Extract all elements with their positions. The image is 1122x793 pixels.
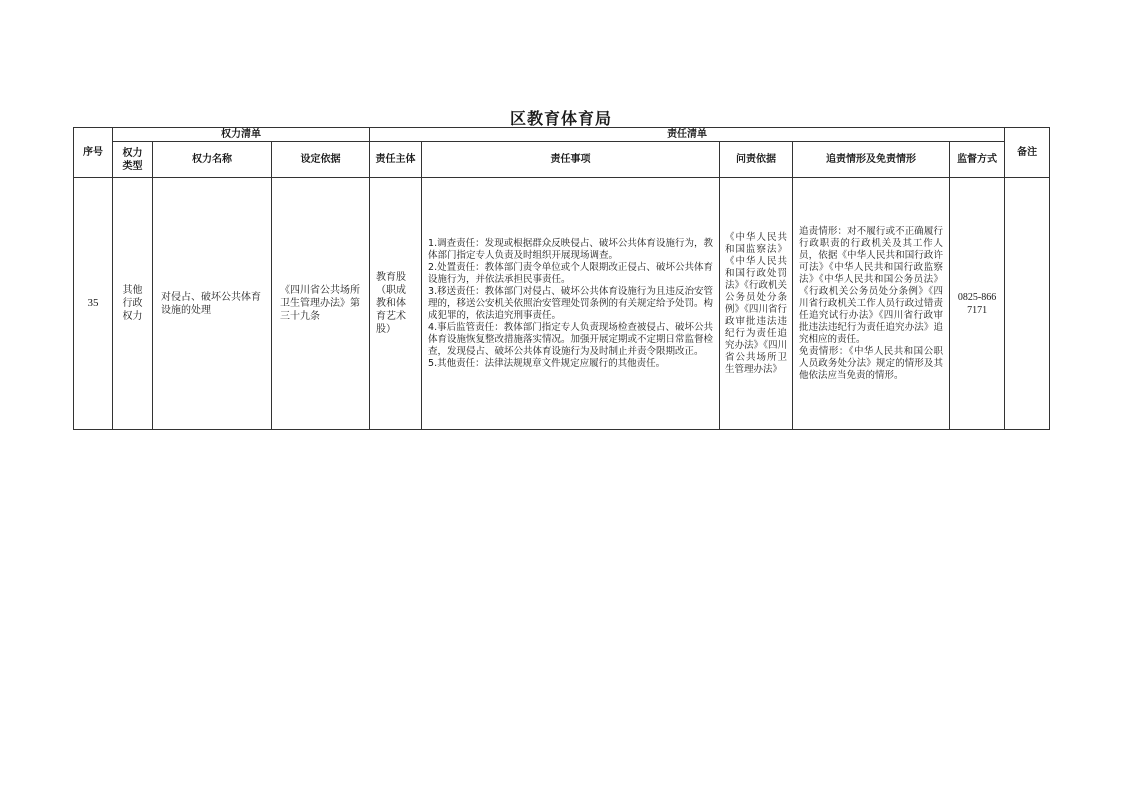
header-accountability: 问责依据 (720, 142, 793, 178)
row-accountability (720, 178, 793, 430)
exemption-item: 追责情形：对不履行或不正确履行行政职责的行政机关及其工作人员，依据《中华人民共和国行政许可法》《中华人民共和国行政监察法》《中华人民共和国公务员法》《行政机关公务员处分条例》《四川省行政机关工作人员行政过错责任追究试行办法》《四川省行政审批违法违纪行为责任追究办法》追究相应的责任。 (799, 225, 944, 345)
duty-item: 1.调查责任：发现或根据群众反映侵占、破坏公共体育设施行为，教体部门指定专人负责及时组织开展现场调查。 (428, 237, 714, 261)
header-subject: 责任主体 (370, 142, 422, 178)
page-title: 区教育体育局 (509, 109, 612, 128)
header-basis: 设定依据 (272, 142, 370, 178)
duty-item: 3.移送责任：教体部门对侵占、破坏公共体育设施行为且违反治安管理的，移送公安机关依照治安管理处罚条例的有关规定给予处罚。构成犯罪的，依法追究刑事责任。 (428, 285, 714, 321)
row-type: 其他行政权力 (113, 178, 153, 430)
row-subject: 教育股（职成教和体育艺术股） (370, 178, 422, 430)
row-items (422, 178, 720, 430)
header-supervision: 监督方式 (950, 142, 1005, 178)
header-name: 权力名称 (153, 142, 272, 178)
duty-item: 5.其他责任：法律法规规章文件规定应履行的其他责任。 (428, 357, 666, 369)
row-name: 对侵占、破坏公共体育设施的处理 (153, 178, 272, 430)
responsibility-table (73, 127, 1050, 430)
accountability-text: 《中华人民共和国监察法》《中华人民共和国行政处罚法》《行政机关公务员处分条例》《四川省行政审批违法违纪行为责任追究办法》《四川省公共场所卫生管理办法》 (725, 231, 788, 375)
row-remark (1005, 178, 1050, 430)
header-remark: 备注 (1005, 128, 1050, 178)
row-no: 35 (74, 178, 113, 430)
row-basis: 《四川省公共场所卫生管理办法》第三十九条 (272, 178, 370, 430)
header-type: 权力类型 (113, 142, 153, 178)
table-row (74, 178, 1050, 430)
header-exemption: 追责情形及免责情形 (793, 142, 950, 178)
header-group-power: 权力清单 (113, 128, 370, 142)
row-exemption (793, 178, 950, 430)
header-group-duty: 责任清单 (370, 128, 1005, 142)
duty-item: 4.事后监管责任：教体部门指定专人负责现场检查被侵占、破坏公共体育设施恢复整改措施落实情况。加强开展定期或不定期日常监督检查，发现侵占、破坏公共体育设施行为及时制止并责令限期改正。 (428, 321, 714, 357)
header-no: 序号 (74, 128, 113, 178)
header-items: 责任事项 (422, 142, 720, 178)
duty-item: 2.处置责任：教体部门责令单位或个人限期改正侵占、破坏公共体育设施行为，并依法承担民事责任。 (428, 261, 714, 285)
exemption-item: 免责情形：《中华人民共和国公职人员政务处分法》规定的情形及其他依法应当免责的情形。 (799, 345, 944, 381)
header-row-groups (74, 128, 1050, 142)
header-row-columns (74, 142, 1050, 178)
row-supervision: 0825-8667171 (950, 178, 1005, 430)
